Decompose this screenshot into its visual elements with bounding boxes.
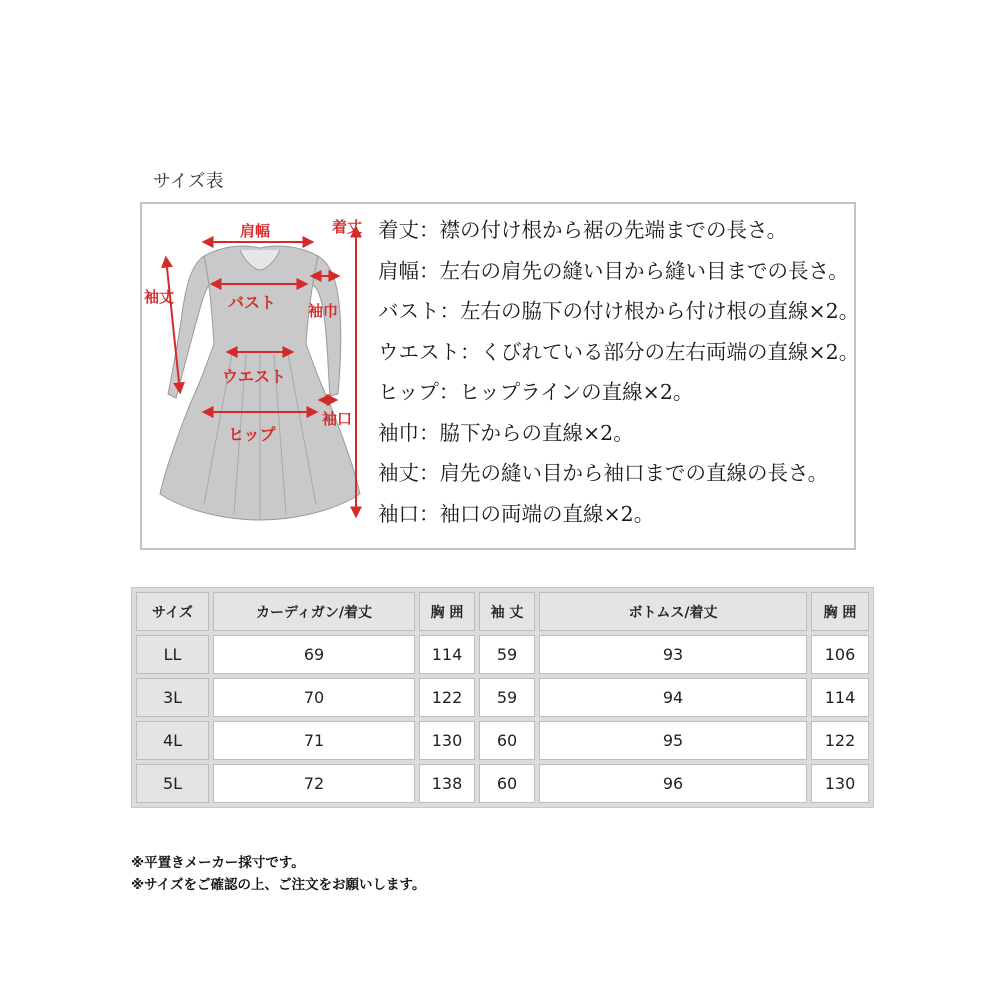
cell-value: 60 (479, 764, 535, 803)
cell-value: 122 (419, 678, 475, 717)
cell-size: 4L (136, 721, 209, 760)
size-table (131, 587, 874, 808)
cell-value: 59 (479, 678, 535, 717)
col-header-chest-bottoms: 胸 囲 (811, 592, 869, 631)
cell-size: 5L (136, 764, 209, 803)
note-line: ※サイズをご確認の上、ご注文をお願いします。 (131, 877, 426, 893)
cell-value: 96 (539, 764, 807, 803)
definition-line: ヒップ：ヒップラインの直線×2。 (378, 380, 694, 404)
cell-value: 60 (479, 721, 535, 760)
label-sleeve-width: 袖巾 (308, 302, 339, 320)
col-header-bottoms-length: ボトムス/着丈 (539, 592, 807, 631)
col-header-size: サイズ (136, 592, 209, 631)
cell-value: 122 (811, 721, 869, 760)
cell-value: 130 (811, 764, 869, 803)
cell-value: 72 (213, 764, 415, 803)
definition-line: 肩幅：左右の肩先の縫い目から縫い目までの長さ。 (378, 258, 849, 283)
definition-line: 袖丈：肩先の縫い目から袖口までの直線の長さ。 (378, 461, 829, 485)
cell-value: 93 (539, 635, 807, 674)
cell-value: 130 (419, 721, 475, 760)
label-waist: ウエスト (222, 367, 287, 386)
measurement-definitions (378, 210, 859, 534)
definition-line: ウエスト：くびれている部分の左右両端の直線×2。 (378, 339, 860, 364)
cell-value: 106 (811, 635, 869, 674)
cell-value: 114 (419, 635, 475, 674)
page-title: サイズ表 (153, 171, 224, 192)
cell-value: 59 (479, 635, 535, 674)
table-header-row (136, 592, 869, 631)
cell-value: 138 (419, 764, 475, 803)
note-line: ※平置きメーカー採寸です。 (131, 855, 305, 871)
definition-line: 着丈：襟の付け根から裾の先端までの長さ。 (378, 218, 788, 242)
col-header-cardigan-length: カーディガン/着丈 (213, 592, 415, 631)
table-row (136, 764, 869, 803)
definition-line: バスト：左右の脇下の付け根から付け根の直線×2。 (378, 299, 860, 323)
label-bust: バスト (228, 293, 277, 312)
table-row (136, 678, 869, 717)
label-length: 着丈 (332, 218, 363, 236)
cell-value: 114 (811, 678, 869, 717)
cell-size: 3L (136, 678, 209, 717)
definition-line: 袖巾：脇下からの直線×2。 (378, 420, 634, 445)
cell-value: 71 (213, 721, 415, 760)
label-shoulder: 肩幅 (240, 222, 271, 240)
definition-line: 袖口：袖口の両端の直線×2。 (378, 501, 655, 526)
label-hip: ヒップ (228, 425, 276, 444)
cell-size: LL (136, 635, 209, 674)
cell-value: 70 (213, 678, 415, 717)
notes (131, 852, 425, 896)
size-diagram-panel (140, 202, 860, 550)
cell-value: 95 (539, 721, 807, 760)
table-row (136, 721, 869, 760)
table-row (136, 635, 869, 674)
label-cuff: 袖口 (322, 410, 353, 428)
cell-value: 94 (539, 678, 807, 717)
cell-value: 69 (213, 635, 415, 674)
label-sleeve-length: 袖丈 (144, 288, 175, 306)
col-header-chest: 胸 囲 (419, 592, 475, 631)
col-header-sleeve-length: 袖 丈 (479, 592, 535, 631)
